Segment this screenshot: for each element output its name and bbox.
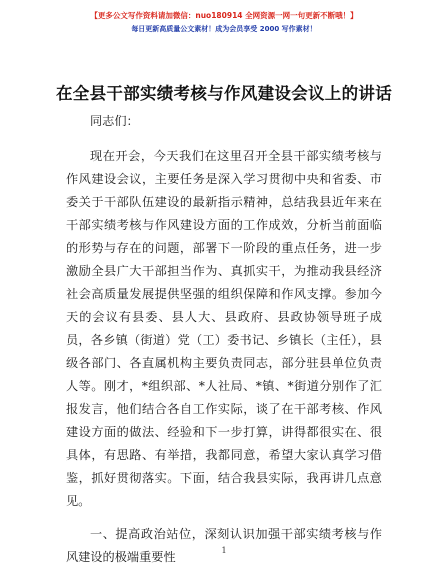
salutation: 同志们： [90, 114, 139, 128]
document-title: 在全县干部实绩考核与作风建设会议上的讲话 [56, 84, 392, 103]
paragraph-spacer [66, 133, 382, 145]
page-number: 1 [221, 546, 227, 555]
promo-banner [0, 10, 448, 35]
document-body [66, 110, 382, 569]
promo-banner-line2: 每日更新高质量公文素材！成为会员享受 2000 写作素材！ [131, 25, 317, 33]
body-paragraph: 现在开会，今天我们在这里召开全县干部实绩考核与作风建设会议，主要任务是深入学习贯彻中央和省委、市委关于干部队伍建设的最新指示精神，总结我县近年来在干部实绩考核与作风建设方面的工作成效，分析当前面临的形势与存在的问题，部署下一阶段的重点任务，进一步激励全县广大干部担当作为、真抓实干，为推动我县经济社会高质量发展提供坚强的组织保障和作风支撑。参加今天的会议有县委、县人大、县政府、县政协领导班子成员，各乡镇（街道）党（工）委书记、乡镇长（主任），县级各部门、各直属机构主要负责同志，部分驻县单位负责人等。刚才，*组织部、*人社局、*镇、*街道分别作了汇报发言，他们结合各自工作实际，谈了在干部考核、作风建设方面的做法、经验和下一步打算，讲得都很实在、很具体，有思路、有举措，我都同意，希望大家认真学习借鉴，抓好贯彻落实。下面，结合我县实际，我再讲几点意见。 [66, 149, 382, 508]
section-heading: 一、提高政治站位，深刻认识加强干部实绩考核与作风建设的极端重要性 [66, 527, 382, 564]
promo-banner-line1: 【更多公文写作资料请加微信：nuo180914 全网资源一网一句更新不断哦！】 [90, 11, 358, 20]
